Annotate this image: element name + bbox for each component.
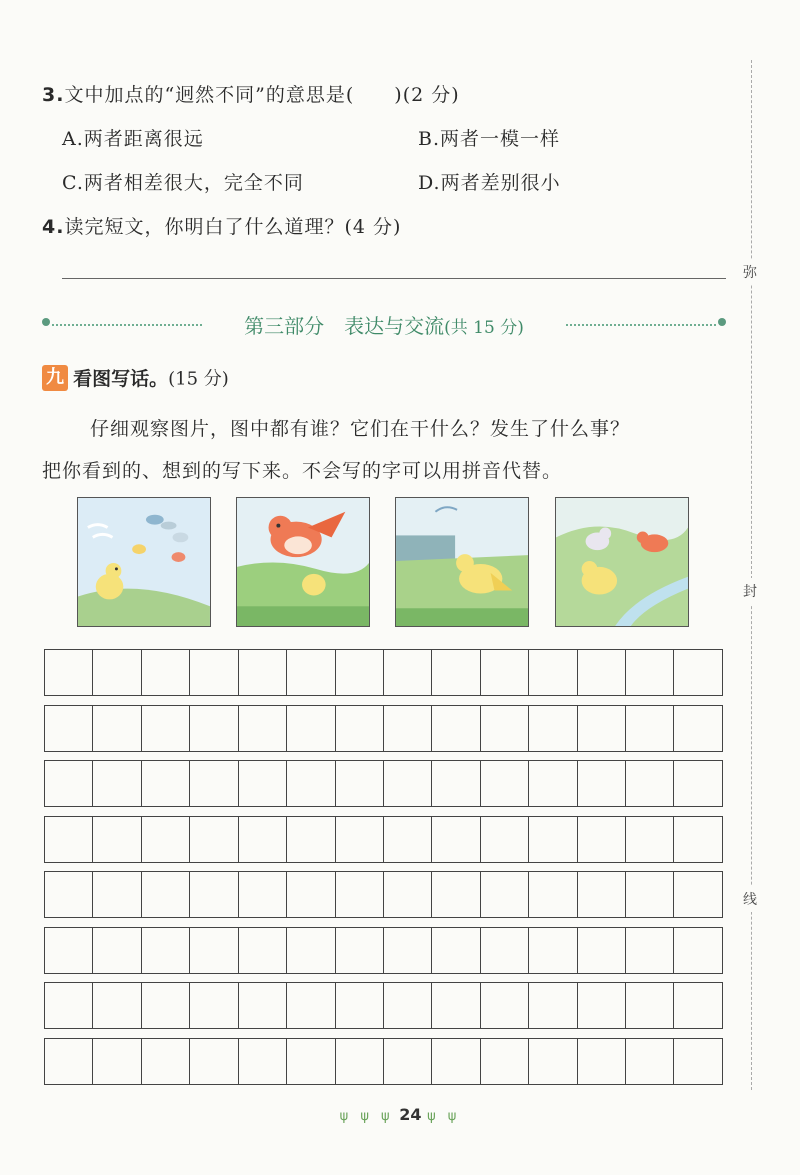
grid-cell[interactable] xyxy=(481,650,529,695)
grid-cell[interactable] xyxy=(432,983,480,1028)
grid-cell[interactable] xyxy=(529,706,577,751)
grid-cell[interactable] xyxy=(626,817,674,862)
grid-cell[interactable] xyxy=(626,928,674,973)
grid-cell[interactable] xyxy=(432,928,480,973)
grid-cell[interactable] xyxy=(578,706,626,751)
grid-cell[interactable] xyxy=(529,761,577,806)
grid-row xyxy=(44,927,723,974)
grid-cell[interactable] xyxy=(674,1039,721,1084)
question-title: 看图写话。 xyxy=(73,368,169,390)
grid-cell[interactable] xyxy=(93,872,141,917)
grid-row xyxy=(44,871,723,918)
grid-cell[interactable] xyxy=(529,817,577,862)
grid-row xyxy=(44,1038,723,1085)
grid-cell[interactable] xyxy=(384,817,432,862)
grid-cell[interactable] xyxy=(481,983,529,1028)
question-badge: 九 xyxy=(42,365,68,391)
grid-cell[interactable] xyxy=(190,650,238,695)
grid-cell[interactable] xyxy=(93,706,141,751)
grid-cell[interactable] xyxy=(578,761,626,806)
grid-row xyxy=(44,982,723,1029)
grid-cell[interactable] xyxy=(384,650,432,695)
grid-cell[interactable] xyxy=(336,706,384,751)
grid-cell[interactable] xyxy=(336,650,384,695)
section-header xyxy=(42,308,726,342)
grid-cell[interactable] xyxy=(287,650,335,695)
grid-cell[interactable] xyxy=(93,817,141,862)
option-a[interactable]: A.两者距离很远 xyxy=(62,128,204,150)
picture-4-birds-help xyxy=(555,497,689,627)
question-instruction xyxy=(42,408,732,492)
grid-cell[interactable] xyxy=(578,983,626,1028)
question-3 xyxy=(42,80,460,107)
grid-cell[interactable] xyxy=(626,761,674,806)
grid-cell[interactable] xyxy=(481,761,529,806)
grid-cell[interactable] xyxy=(142,872,190,917)
grid-cell[interactable] xyxy=(384,761,432,806)
grid-cell[interactable] xyxy=(45,650,93,695)
grid-cell[interactable] xyxy=(578,928,626,973)
grid-cell[interactable] xyxy=(45,928,93,973)
grid-cell[interactable] xyxy=(578,650,626,695)
grid-cell[interactable] xyxy=(674,817,721,862)
grid-cell[interactable] xyxy=(239,983,287,1028)
grid-cell[interactable] xyxy=(142,983,190,1028)
grid-cell[interactable] xyxy=(336,872,384,917)
question-text: 文中加点的“迥然不同”的意思是( )(2 分) xyxy=(64,84,460,106)
section-title-text: 第三部分 表达与交流 xyxy=(244,314,445,338)
grid-cell[interactable] xyxy=(239,872,287,917)
question-number: 4. xyxy=(42,216,65,238)
grid-cell[interactable] xyxy=(142,928,190,973)
grid-cell[interactable] xyxy=(626,983,674,1028)
grid-cell[interactable] xyxy=(142,817,190,862)
grid-row xyxy=(44,705,723,752)
grid-cell[interactable] xyxy=(336,761,384,806)
grid-cell[interactable] xyxy=(142,650,190,695)
grid-cell[interactable] xyxy=(674,983,721,1028)
grid-cell[interactable] xyxy=(190,872,238,917)
grid-cell[interactable] xyxy=(287,706,335,751)
grid-cell[interactable] xyxy=(142,761,190,806)
grid-cell[interactable] xyxy=(481,1039,529,1084)
grid-cell[interactable] xyxy=(93,650,141,695)
grid-cell[interactable] xyxy=(190,761,238,806)
grid-cell[interactable] xyxy=(45,983,93,1028)
grid-cell[interactable] xyxy=(578,872,626,917)
grid-cell[interactable] xyxy=(432,1039,480,1084)
option-d[interactable]: D.两者差别很小 xyxy=(418,172,561,194)
instruction-line-1: 仔细观察图片，图中都有谁？它们在干什么？发生了什么事？ xyxy=(90,418,631,440)
question-9-heading xyxy=(42,364,229,391)
grid-cell[interactable] xyxy=(287,983,335,1028)
grid-cell[interactable] xyxy=(190,1039,238,1084)
grid-cell[interactable] xyxy=(45,817,93,862)
grid-cell[interactable] xyxy=(239,650,287,695)
grid-cell[interactable] xyxy=(674,706,721,751)
grid-row xyxy=(44,816,723,863)
option-c[interactable]: C.两者相差很大，完全不同 xyxy=(62,172,304,194)
grid-cell[interactable] xyxy=(626,706,674,751)
grid-cell[interactable] xyxy=(45,1039,93,1084)
grid-cell[interactable] xyxy=(336,817,384,862)
grid-cell[interactable] xyxy=(287,817,335,862)
grid-cell[interactable] xyxy=(626,650,674,695)
question-text: 读完短文，你明白了什么道理？(4 分) xyxy=(64,216,402,238)
grid-cell[interactable] xyxy=(384,872,432,917)
grid-cell[interactable] xyxy=(578,817,626,862)
grid-cell[interactable] xyxy=(190,817,238,862)
sprout-icon: ψ ψ xyxy=(427,1109,461,1124)
grid-cell[interactable] xyxy=(674,928,721,973)
grid-cell[interactable] xyxy=(674,650,721,695)
picture-3-bird-falls xyxy=(395,497,529,627)
grid-cell[interactable] xyxy=(432,872,480,917)
page-number: 24 xyxy=(399,1105,422,1124)
binding-dashed-line xyxy=(751,60,752,1090)
grid-cell[interactable] xyxy=(529,928,577,973)
section-title xyxy=(42,310,726,339)
binding-mark-xian: 线 xyxy=(743,886,757,912)
grid-cell[interactable] xyxy=(626,872,674,917)
grid-cell[interactable] xyxy=(384,928,432,973)
sprout-icon: ψ ψ ψ xyxy=(339,1109,394,1124)
picture-1-birds-flying xyxy=(77,497,211,627)
grid-row xyxy=(44,649,723,696)
binding-mark-mi: 弥 xyxy=(743,259,757,285)
grid-cell[interactable] xyxy=(336,928,384,973)
instruction-line-2: 把你看到的、想到的写下来。不会写的字可以用拼音代替。 xyxy=(42,460,563,482)
option-b[interactable]: B.两者一模一样 xyxy=(418,128,561,150)
grid-cell[interactable] xyxy=(529,1039,577,1084)
grid-cell[interactable] xyxy=(93,983,141,1028)
section-points: (共 15 分) xyxy=(444,318,524,338)
grid-cell[interactable] xyxy=(578,1039,626,1084)
grid-cell[interactable] xyxy=(287,761,335,806)
grid-cell[interactable] xyxy=(481,706,529,751)
grid-cell[interactable] xyxy=(674,872,721,917)
grid-cell[interactable] xyxy=(142,706,190,751)
page-footer xyxy=(0,1105,800,1124)
grid-cell[interactable] xyxy=(287,1039,335,1084)
grid-cell[interactable] xyxy=(481,872,529,917)
grid-cell[interactable] xyxy=(336,983,384,1028)
question-number: 3. xyxy=(42,84,65,106)
grid-cell[interactable] xyxy=(529,872,577,917)
grid-cell[interactable] xyxy=(674,761,721,806)
grid-cell[interactable] xyxy=(432,761,480,806)
grid-cell[interactable] xyxy=(45,761,93,806)
grid-cell[interactable] xyxy=(384,1039,432,1084)
grid-cell[interactable] xyxy=(432,650,480,695)
grid-cell[interactable] xyxy=(481,817,529,862)
grid-cell[interactable] xyxy=(93,761,141,806)
grid-cell[interactable] xyxy=(481,928,529,973)
grid-cell[interactable] xyxy=(190,928,238,973)
grid-cell[interactable] xyxy=(239,928,287,973)
grid-cell[interactable] xyxy=(239,761,287,806)
grid-cell[interactable] xyxy=(384,706,432,751)
grid-cell[interactable] xyxy=(529,650,577,695)
picture-2-bird-lands xyxy=(236,497,370,627)
grid-cell[interactable] xyxy=(529,983,577,1028)
grid-cell[interactable] xyxy=(626,1039,674,1084)
grid-cell[interactable] xyxy=(384,983,432,1028)
question-4 xyxy=(42,212,401,239)
answer-line[interactable] xyxy=(62,278,726,279)
grid-cell[interactable] xyxy=(239,706,287,751)
grid-cell[interactable] xyxy=(45,706,93,751)
grid-cell[interactable] xyxy=(432,817,480,862)
question-points: (15 分) xyxy=(168,368,229,390)
grid-cell[interactable] xyxy=(45,872,93,917)
grid-cell[interactable] xyxy=(142,1039,190,1084)
grid-row xyxy=(44,760,723,807)
grid-cell[interactable] xyxy=(432,706,480,751)
grid-cell[interactable] xyxy=(93,1039,141,1084)
grid-cell[interactable] xyxy=(239,817,287,862)
grid-cell[interactable] xyxy=(336,1039,384,1084)
binding-mark-feng: 封 xyxy=(743,578,757,604)
grid-cell[interactable] xyxy=(93,928,141,973)
grid-cell[interactable] xyxy=(287,928,335,973)
grid-cell[interactable] xyxy=(190,983,238,1028)
grid-cell[interactable] xyxy=(239,1039,287,1084)
grid-cell[interactable] xyxy=(287,872,335,917)
grid-cell[interactable] xyxy=(190,706,238,751)
